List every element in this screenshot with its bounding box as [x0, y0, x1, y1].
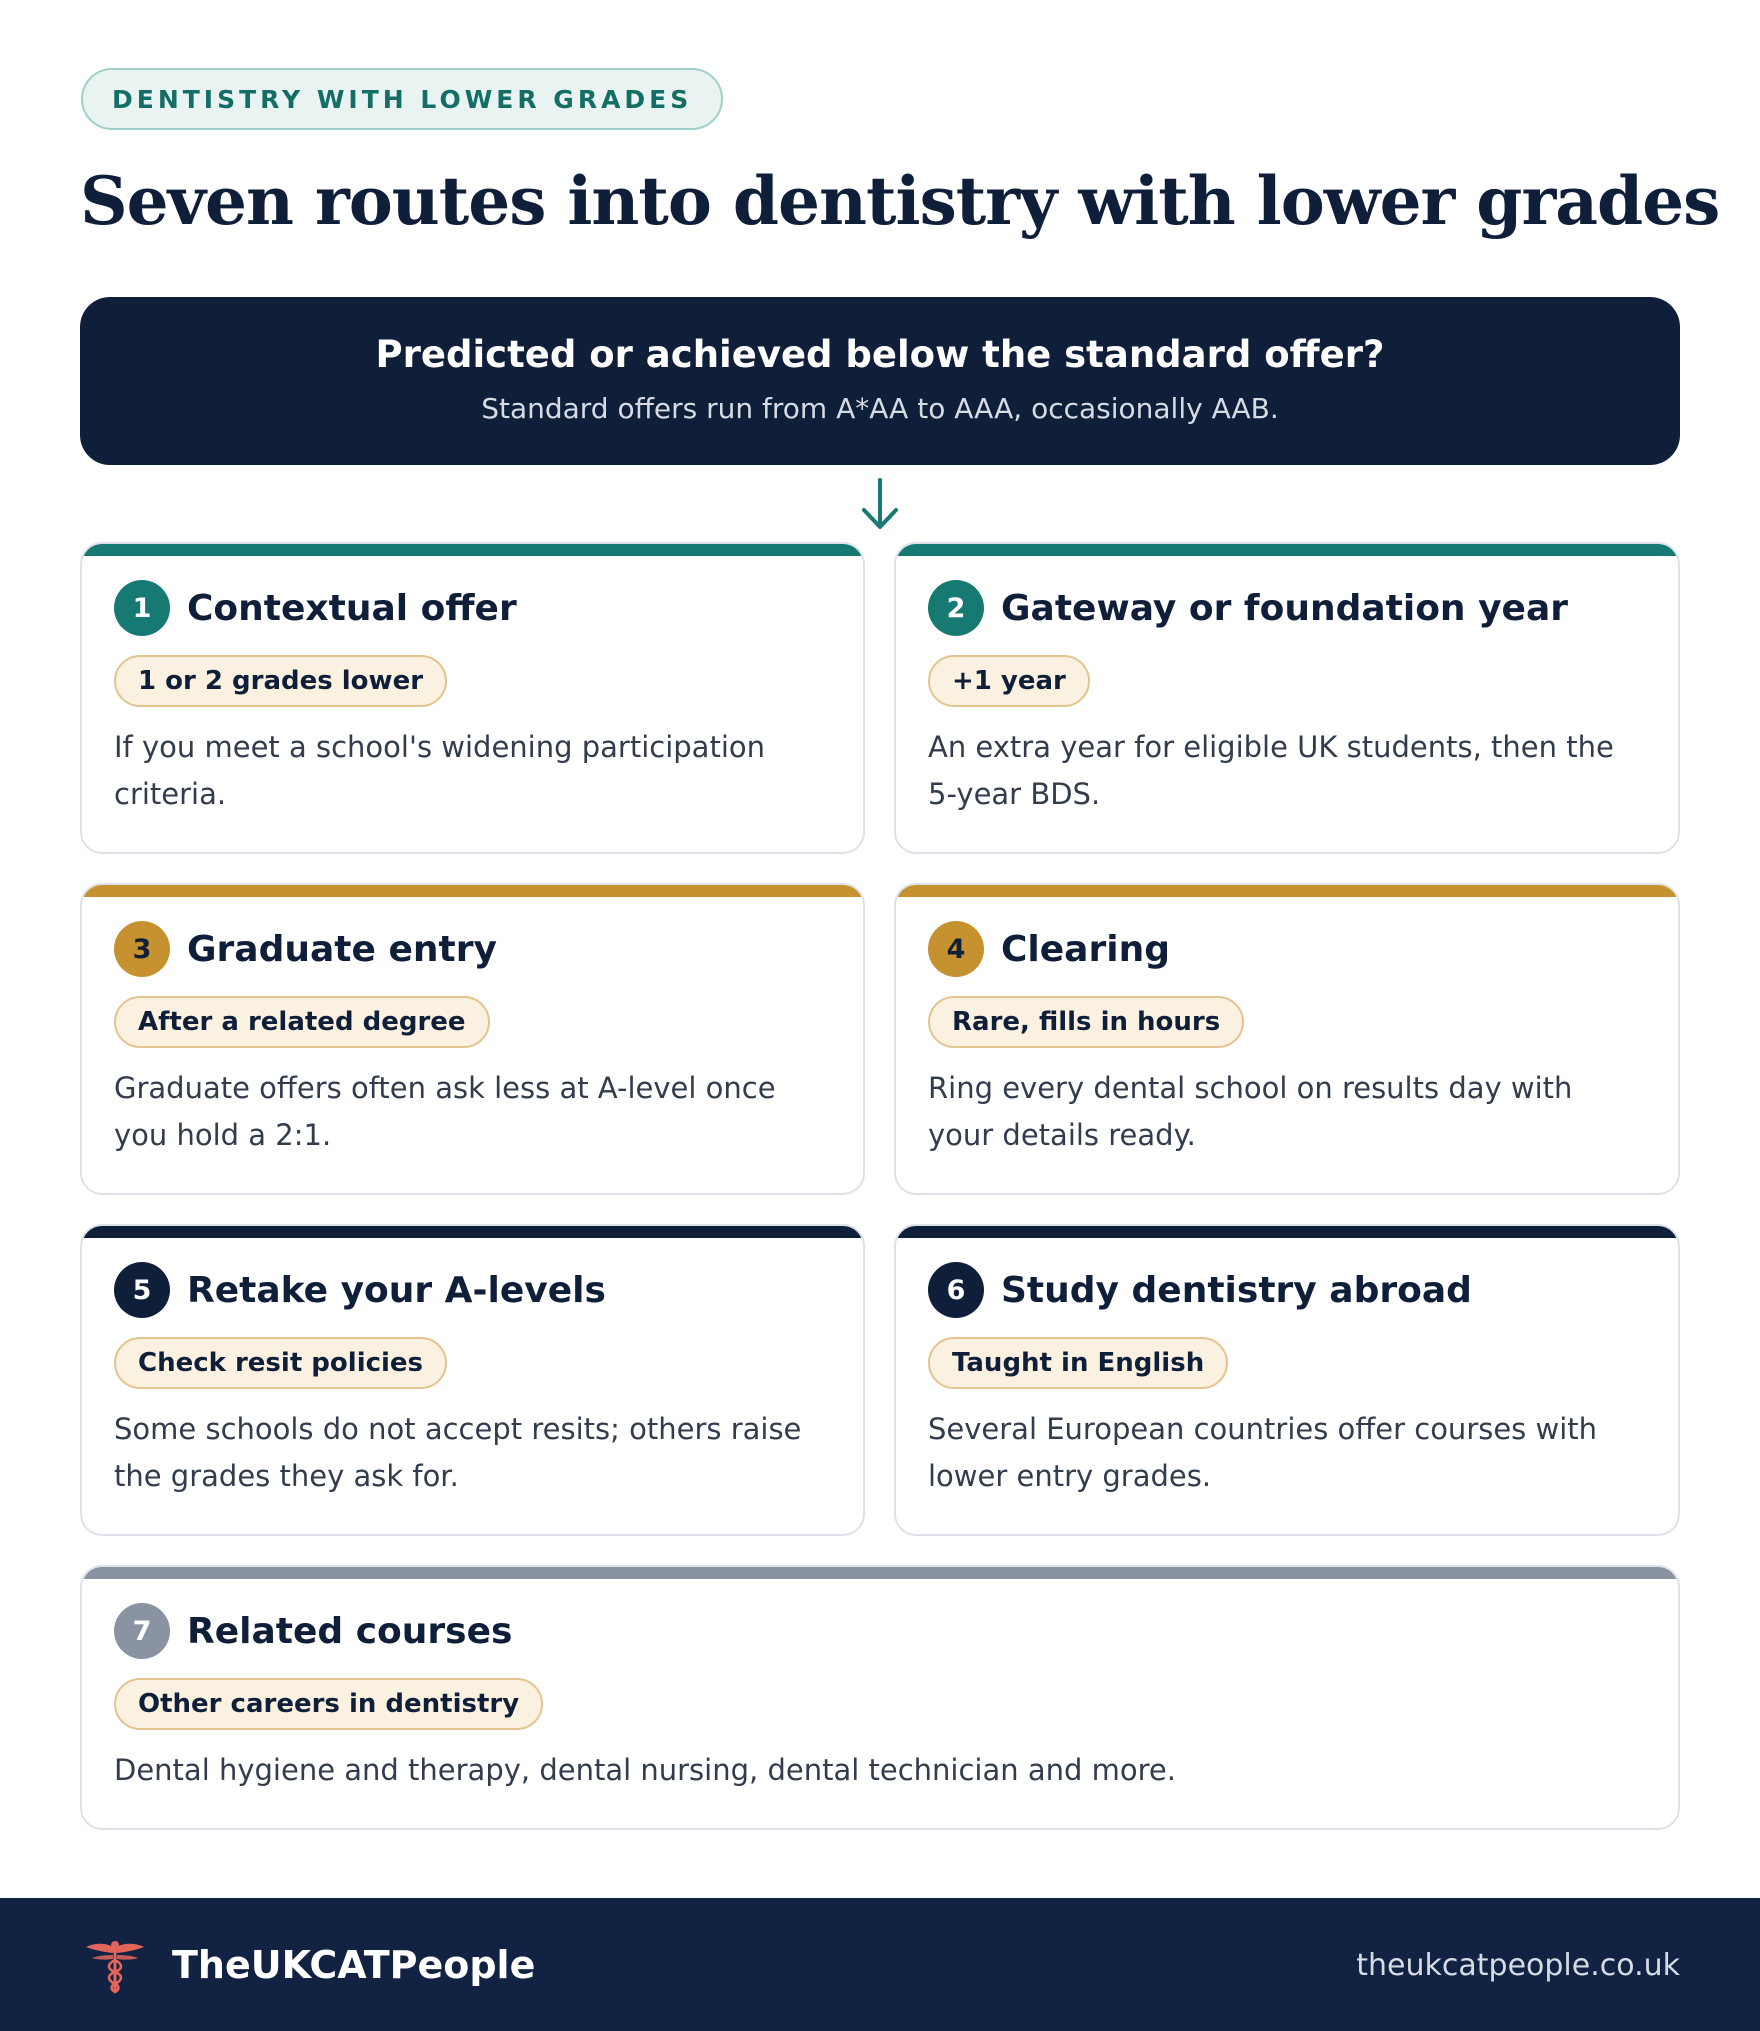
brand-name: TheUKCATPeople — [172, 1943, 536, 1987]
route-tag: +1 year — [928, 655, 1090, 707]
route-card-related-courses — [80, 1565, 1680, 1830]
card-accent-bar — [896, 1226, 1678, 1238]
route-tag: Check resit policies — [114, 1337, 447, 1389]
route-title: Study dentistry abroad — [1001, 1269, 1472, 1311]
card-accent-bar — [82, 1567, 1678, 1579]
route-tag: Other careers in dentistry — [114, 1678, 543, 1730]
route-number-badge: 1 — [114, 580, 170, 636]
card-accent-bar — [896, 885, 1678, 897]
route-description: Graduate offers often ask less at A-level once you hold a 2:1. — [114, 1071, 776, 1152]
caduceus-icon — [84, 1938, 146, 1996]
route-number-badge: 6 — [928, 1262, 984, 1318]
route-card-retake-a-levels — [80, 1224, 865, 1536]
route-number-badge: 7 — [114, 1603, 170, 1659]
route-title: Contextual offer — [187, 587, 517, 629]
intro-banner — [80, 297, 1680, 465]
eyebrow-badge: DENTISTRY WITH LOWER GRADES — [81, 68, 723, 130]
card-accent-bar — [82, 1226, 863, 1238]
route-description: Ring every dental school on results day with your details ready. — [928, 1071, 1573, 1152]
route-description: If you meet a school's widening participation criteria. — [114, 730, 765, 811]
page-title: Seven routes into dentistry with lower grades — [80, 162, 1720, 240]
route-card-study-abroad — [894, 1224, 1680, 1536]
card-accent-bar — [896, 544, 1678, 556]
route-title: Clearing — [1001, 928, 1170, 970]
footer — [0, 1898, 1760, 2031]
arrow-down-icon — [857, 476, 903, 534]
website-link[interactable]: theukcatpeople.co.uk — [1356, 1947, 1680, 1983]
route-tag: Taught in English — [928, 1337, 1228, 1389]
route-card-graduate-entry — [80, 883, 865, 1195]
card-accent-bar — [82, 885, 863, 897]
route-title: Gateway or foundation year — [1001, 587, 1569, 629]
route-tag: 1 or 2 grades lower — [114, 655, 447, 707]
card-accent-bar — [82, 544, 863, 556]
route-tag: After a related degree — [114, 996, 490, 1048]
route-title: Retake your A-levels — [187, 1269, 606, 1311]
route-description: Dental hygiene and therapy, dental nursing, dental technician and more. — [114, 1753, 1176, 1787]
route-number-badge: 3 — [114, 921, 170, 977]
route-number-badge: 5 — [114, 1262, 170, 1318]
route-tag: Rare, fills in hours — [928, 996, 1244, 1048]
route-description: Several European countries offer courses with lower entry grades. — [928, 1412, 1598, 1493]
route-description: Some schools do not accept resits; others raise the grades they ask for. — [114, 1412, 802, 1493]
route-card-gateway-foundation — [894, 542, 1680, 854]
banner-subtitle: Standard offers run from A*AA to AAA, occasionally AAB. — [481, 392, 1279, 425]
route-number-badge: 2 — [928, 580, 984, 636]
route-card-clearing — [894, 883, 1680, 1195]
route-title: Graduate entry — [187, 928, 497, 970]
route-card-contextual-offer — [80, 542, 865, 854]
route-description: An extra year for eligible UK students, then the 5-year BDS. — [928, 730, 1614, 811]
banner-title: Predicted or achieved below the standard offer? — [375, 333, 1385, 376]
route-title: Related courses — [187, 1610, 513, 1652]
route-number-badge: 4 — [928, 921, 984, 977]
